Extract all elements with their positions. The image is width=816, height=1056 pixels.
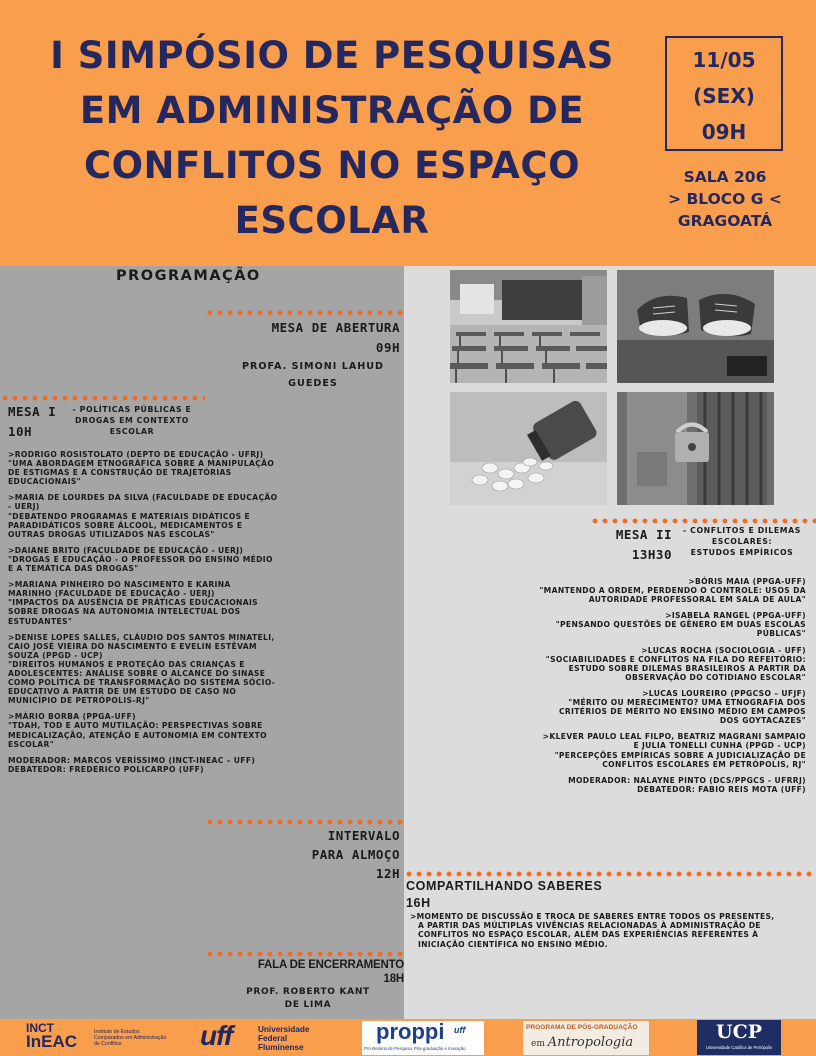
closing-speaker [228,986,388,1012]
presentation-line: >MARIA DE LOURDES DA SILVA (FACULDADE DE EDUCAÇÃO [8,493,278,503]
uff-caption [258,1025,309,1052]
presentation-line: "DROGAS E EDUCAÇÃO - O PROFESSOR DO ENSINO MÉDIO [8,554,273,564]
sharing-line: INICIAÇÃO CIENTÍFICA NO ENSINO MÉDIO. [418,939,608,949]
closing-time: 18H [383,973,404,985]
caption-line: de Conflitos [94,1041,122,1047]
proppi-suffix: uff [454,1025,466,1035]
presentation-line: DE ESTIGMAS E A CONSTRUÇÃO DE TRAJETÓRIAS [8,468,232,478]
title-line: I SIMPÓSIO DE PESQUISAS [50,34,614,77]
sharing-time: 16H [406,896,431,910]
presentation-line: ESCOLAR" [8,739,55,749]
presentation-item [8,580,403,625]
header-banner [0,0,816,266]
closing-talk [258,958,404,986]
presentation-line: "MÉRITO OU MERECIMENTO? UMA ETNOGRAFIA DOS [568,698,806,708]
lunch-break [312,826,400,883]
presentation-line: >DAIANE BRITO (FACULDADE DE EDUCAÇÃO - UERJ) [8,545,244,555]
title-line: CONFLITOS NO ESPAÇO [83,144,581,187]
opening-time: 09H [375,340,400,355]
presentation-line: CRITÉRIOS DE MÉRITO NO ENSINO MÉDIO EM CAMPOS [558,707,806,717]
presentation-line: "DEBATENDO PROGRAMAS E MATERIAIS DIDÁTICOS E [8,511,251,521]
ppga-logo [523,1021,649,1055]
sharing-heading [406,878,602,912]
pills-photo [450,392,607,505]
presentation-line: AUTORIDADE PROFESSORAL EM SALA DE AULA" [588,595,806,605]
presentation-item [8,493,403,538]
presentation-line: >ISABELA RANGEL (PPGA-UFF) [665,611,806,621]
ppga-line2 [531,1035,633,1052]
speaker-line: PROF. ROBERTO KANT [246,987,370,997]
proppi-logo [362,1021,484,1055]
presentation-item [406,732,806,768]
opening-title: MESA DE ABERTURA [271,320,400,335]
presentation-line: >MÁRIO BORBA (PPGA-UFF) [8,712,136,722]
presentation-line: SOUZA (PPGD - UCP) [8,650,103,660]
theme-line: ESCOLARES: [711,537,773,546]
presentation-line: PARADIDÁTICOS SOBRE ÁLCOOL, MEDICAMENTOS E [8,520,243,530]
presentation-line: "IMPACTOS DA AUSÊNCIA DE PRÁTICAS EDUCACIONAIS [8,598,258,608]
theme-line: - POLÍTICAS PÚBLICAS E [72,405,192,414]
venue [652,166,798,232]
presentation-line: EDUCACIONAIS" [8,477,81,487]
inct-ineac-logo [26,1023,176,1053]
presentation-line: "MANTENDO A ORDEM, PERDENDO O CONTROLE: USOS DA [539,586,806,596]
speaker-line: GUEDES [288,378,338,389]
presentation-line: MODERADOR: NALAYNE PINTO (DCS/PPGCS - UFRRJ) [568,775,806,785]
presentation-line: "SOCIABILIDADES E CONFLITOS NA FILA DO REFEITÓRIO: [545,654,806,664]
presentation-line: COMO POLÍTICA DE TRANSFORMAÇÃO DO SISTEMA SÓCIO- [8,678,276,688]
presentation-line: "TDAH, TOD E AUTO MUTILAÇÃO: PERSPECTIVAS SOBRE [8,721,263,731]
caption-line: Federal [258,1034,288,1043]
date-day: 11/05 [692,48,756,72]
presentation-line: "PERCEPÇÕES EMPÍRICAS SOBRE A JUDICIALIZAÇÃO DE [554,750,806,760]
presentation-item [406,577,806,604]
caption-line: Universidade [258,1025,310,1034]
sneakers-photo [617,270,774,383]
caption-line: Instituto de Estudos [94,1029,140,1035]
presentation-line: PÚBLICAS" [756,629,806,639]
dotted-divider [404,871,816,877]
break-line: PARA ALMOÇO [311,847,400,862]
dotted-divider [205,310,405,316]
ppga-line1: PROGRAMA DE PÓS-GRADUAÇÃO [526,1024,638,1031]
sharing-line: >MOMENTO DE DISCUSSÃO E TROCA DE SABERES ENTRE TODOS OS PRESENTES, [410,912,775,921]
mesa1-heading [8,402,56,442]
presentation-item [8,450,403,486]
ppga-anthropology: Antropologia [547,1035,634,1050]
presentation-line: >LUCAS ROCHA (SOCIOLOGIA - UFF) [641,645,806,655]
presentation-line: E A TEMÁTICA DAS DROGAS" [8,564,139,574]
date-time: 09H [701,120,747,144]
presentation-line: - UERJ) [8,502,40,512]
presentation-line: MARINHO (FACULDADE DE EDUCAÇÃO - UERJ) [8,589,215,599]
inct-caption [94,1029,166,1047]
uff-logo [200,1022,330,1054]
break-line: INTERVALO [327,828,400,843]
presentation-line: E JULIA TONELLI CUNHA (PPGD - UCP) [633,741,806,751]
presentation-line: MODERADOR: MARCOS VERÍSSIMO (INCT-INEAC – UFF) [8,755,256,765]
presentation-line: "DIREITOS HUMANOS E PROTEÇÃO DAS CRIANÇAS E [8,659,245,669]
theme-line: ESCOLAR [109,427,155,436]
presentation-line: >RODRIGO ROSISTOLATO (DEPTO DE EDUCAÇÃO - UFRJ) [8,450,264,459]
presentation-line: OBSERVAÇÃO DO COTIDIANO ESCOLAR" [625,672,806,682]
presentation-line: "UMA ABORDAGEM ETNOGRÁFICA SOBRE A MANIPULAÇÃO [8,459,275,469]
presentation-line: CONFLITOS ESCOLARES EM PETRÓPOLIS, RJ" [602,759,806,769]
mesa1-presentations [8,450,403,781]
presentation-line: >BÓRIS MAIA (PPGA-UFF) [688,577,806,586]
presentation-line: >LUCAS LOUREIRO (PPGCSO – UFJF) [642,688,806,698]
presentation-line: CAIO JOSÉ VIEIRA DO NASCIMENTO E EVELIN ESTÊVAM [8,641,257,651]
presentation-line: EDUCATIVO A PARTIR DE UM ESTUDO DE CASO NO [8,687,237,697]
ucp-caption: Universidade Católica de Petrópolis [705,1045,773,1050]
mesa2-time: 13H30 [631,547,672,562]
date-weekday: (SEX) [693,84,755,108]
date-box [665,36,783,151]
presentation-line: >MARIANA PINHEIRO DO NASCIMENTO E KARINA [8,580,231,590]
footer-logos [0,1019,816,1056]
inct-abbr: INCT [26,1021,54,1035]
presentation-line: ESTUDO SOBRE DILEMAS BRASILEIROS A PARTIR DA [568,663,806,673]
caption-line: Fluminense [258,1043,304,1052]
dotted-divider [205,951,405,957]
locked-door-photo [617,392,774,505]
dotted-divider [0,395,205,401]
presentation-line: ADOLESCENTES: ANÁLISE SOBRE O ALCANCE DO SINASE [8,668,266,678]
mesa1-theme [64,404,200,437]
presentation-item [406,646,806,682]
classroom-photo [450,270,607,383]
venue-campus: GRAGOATÁ [677,212,773,230]
proppi-caption: Pró-Reitoria de Pesquisa, Pós-graduação e Inovação [364,1046,466,1051]
presentation-item [8,712,403,748]
proppi-abbr: proppi [376,1019,445,1044]
presentation-line: "PENSANDO QUESTÕES DE GÊNERO EM DUAS ESCOLAS [555,620,806,630]
presentation-line: SOBRE DROGAS NA AUTONOMIA INTELECTUAL DOS [8,607,241,617]
presentation-line: MEDICALIZAÇÃO, ATENÇÃO E AUTONOMIA EM CONTEXTO [8,730,267,740]
theme-line: DROGAS EM CONTEXTO [75,416,189,425]
break-time: 12H [375,866,400,881]
mesa2-heading [616,525,672,565]
dotted-divider [590,518,816,524]
presentation-line: DEBATEDOR: FREDERICO POLICARPO (UFF) [8,764,205,774]
title-line: ESCOLAR [234,199,430,242]
theme-line: ESTUDOS EMPÍRICOS [690,548,794,557]
ucp-logo [697,1020,781,1055]
ucp-abbr: UCP [716,1021,762,1043]
presentation-line: ESTUDANTES" [8,616,73,626]
theme-line: - CONFLITOS E DILEMAS [682,526,801,535]
venue-room: SALA 206 [683,168,767,186]
uff-abbr: uff [200,1020,233,1051]
sharing-line: CONFLITOS NO ESPAÇO ESCOLAR, ALÉM DAS EXPERIÊNCIAS REFERENTES À [418,930,759,940]
speaker-line: PROFA. SIMONI LAHUD [241,361,385,372]
presentation-item [8,633,403,706]
sharing-description [410,912,810,949]
presentation-item [8,756,403,774]
event-title [14,28,650,248]
mesa1-time: 10H [8,424,33,439]
presentation-line: DOS GOYTACAZES" [719,716,806,726]
caption-line: Comparados em Administração [94,1035,167,1041]
ineac-abbr: InEAC [26,1032,77,1051]
presentation-item [406,611,806,638]
dotted-divider [205,819,405,825]
presentation-item [406,776,806,794]
mesa2-theme [678,525,806,558]
opening-table [272,318,400,358]
sharing-line: A PARTIR DAS MÚLTIPLAS VIVÊNCIAS RELACIONADAS À ADMINISTRAÇÃO DE [418,921,761,931]
presentation-line: OUTRAS DROGAS UTILIZADOS NAS ESCOLAS" [8,529,215,539]
title-line: EM ADMINISTRAÇÃO DE [79,89,585,132]
presentation-line: >KLEVER PAULO LEAL FILPO, BEATRIZ MAGRANI SAMPAIO [542,732,806,742]
speaker-line: DE LIMA [284,1000,332,1010]
sharing-title: COMPARTILHANDO SABERES [406,879,603,893]
presentation-item [8,546,403,573]
mesa2-presentations [406,577,806,801]
mesa1-label: MESA I [8,404,57,419]
opening-speaker [228,358,398,392]
venue-block: > BLOCO G < [668,190,782,208]
presentation-line: >DENISE LOPES SALLES, CLÁUDIO DOS SANTOS MINATELI, [8,632,275,642]
presentation-line: DEBATEDOR: FABIO REIS MOTA (UFF) [637,784,806,794]
mesa2-label: MESA II [615,527,672,542]
program-heading: PROGRAMAÇÃO [116,268,261,284]
presentation-item [406,689,806,725]
closing-title: FALA DE ENCERRAMENTO [257,959,404,971]
presentation-line: MUNICÍPIO DE PETRÓPOLIS-RJ" [8,696,150,706]
ppga-prefix: em [531,1039,548,1049]
